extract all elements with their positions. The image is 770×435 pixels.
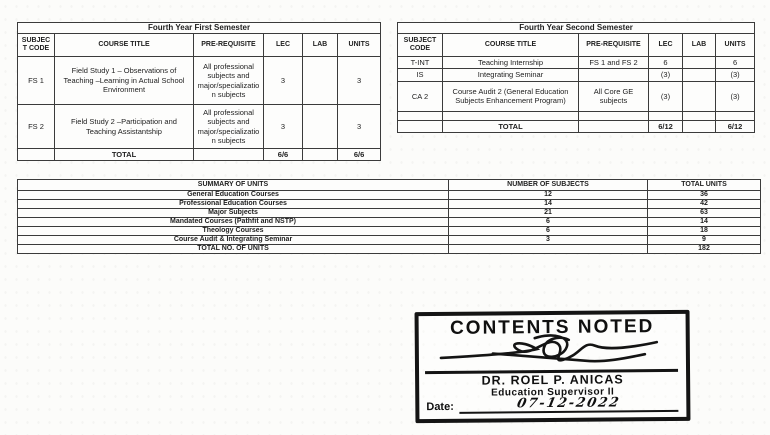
cell-prerequisite: All professional subjects and major/specialization subjects [194,57,264,105]
cell-lab [683,69,716,81]
cell-course-title: Teaching Internship [443,57,579,69]
first-semester-table [17,22,381,161]
cell-empty [18,149,55,161]
cell-lab [683,81,716,111]
summary-row [18,200,761,209]
cell-empty [649,111,683,120]
cell-lab [683,57,716,69]
second-semester-title: Fourth Year Second Semester [398,23,755,34]
contents-noted-stamp [415,310,691,423]
cell-lec: 3 [264,57,303,105]
cell-subject-code: T-INT [398,57,443,69]
cell-course-title: Field Study 2 –Participation and Teaching Assistantship [55,105,194,149]
cell-units: (3) [716,81,755,111]
col-header-summary: SUMMARY OF UNITS [18,180,449,191]
summary-subjects: 21 [449,209,648,218]
summary-subjects: 6 [449,218,648,227]
total-row [398,120,755,132]
stamp-title: CONTENTS NOTED [449,316,655,339]
first-semester-title-row [18,23,381,34]
col-header-course-title: COURSE TITLE [443,34,579,57]
cell-units: 6 [716,57,755,69]
second-semester-header-row [398,34,755,57]
cell-lec: 6 [649,57,683,69]
summary-subjects: 14 [449,200,648,209]
summary-subjects: 6 [449,227,648,236]
col-header-subject-code: SUBJECT CODE [18,34,55,57]
summary-units: 42 [648,200,761,209]
cell-empty [443,111,579,120]
cell-prerequisite: All professional subjects and major/specialization subjects [194,105,264,149]
stamp-date-line [459,392,679,414]
col-header-lab: LAB [303,34,338,57]
cell-lec: 3 [264,105,303,149]
summary-label: Professional Education Courses [18,200,449,209]
table-row [18,105,381,149]
col-header-course-title: COURSE TITLE [55,34,194,57]
first-semester-header-row [18,34,381,57]
cell-course-title: Course Audit 2 (General Education Subjects Enhancement Program) [443,81,579,111]
cell-empty [683,111,716,120]
first-semester-title: Fourth Year First Semester [18,23,381,34]
table-row [398,57,755,69]
summary-units: 9 [648,236,761,245]
second-semester-table [397,22,755,133]
col-header-lab: LAB [683,34,716,57]
cell-units: 3 [338,105,381,149]
cell-course-title: Integrating Seminar [443,69,579,81]
spacer-row [398,111,755,120]
col-header-subject-code: SUBJECT CODE [398,34,443,57]
col-header-units: UNITS [338,34,381,57]
summary-subjects: 3 [449,236,648,245]
stamp-signatory-position: Education Supervisor II [491,386,615,399]
cell-total-lab [303,149,338,161]
summary-label: Course Audit & Integrating Seminar [18,236,449,245]
cell-total-label: TOTAL [443,120,579,132]
summary-of-units-table [17,179,761,254]
summary-total-units: 182 [648,245,761,254]
summary-subjects: 12 [449,191,648,200]
summary-label: Mandated Courses (Pathfit and NSTP) [18,218,449,227]
cell-subject-code: FS 2 [18,105,55,149]
cell-subject-code: IS [398,69,443,81]
cell-lab [303,105,338,149]
summary-units: 14 [648,218,761,227]
col-header-lec: LEC [264,34,303,57]
summary-header-row [18,180,761,191]
summary-row [18,191,761,200]
col-header-lec: LEC [649,34,683,57]
stamp-signatory-name: DR. ROEL P. ANICAS [481,372,624,388]
summary-total-row [18,245,761,254]
summary-row [18,218,761,227]
cell-empty [194,149,264,161]
col-header-number-of-subjects: NUMBER OF SUBJECTS [449,180,648,191]
cell-prerequisite: All Core GE subjects [579,81,649,111]
stamp-date-label: Date: [426,400,454,414]
cell-subject-code: FS 1 [18,57,55,105]
cell-lec: (3) [649,69,683,81]
cell-empty [398,120,443,132]
cell-subject-code: CA 2 [398,81,443,111]
summary-total-subjects [449,245,648,254]
cell-total-units: 6/12 [716,120,755,132]
total-row [18,149,381,161]
summary-label: General Education Courses [18,191,449,200]
stamp-date-value: 07-12-2022 [515,395,622,412]
summary-row [18,236,761,245]
cell-empty [398,111,443,120]
summary-label: Major Subjects [18,209,449,218]
summary-row [18,227,761,236]
cell-course-title: Field Study 1 – Observations of Teaching –Learning in Actual School Environment [55,57,194,105]
cell-units: (3) [716,69,755,81]
summary-units: 63 [648,209,761,218]
cell-lab [303,57,338,105]
summary-total-label: TOTAL NO. OF UNITS [18,245,449,254]
cell-empty [716,111,755,120]
stamp-date-row [426,396,678,414]
table-row [398,69,755,81]
cell-total-lec: 6/12 [649,120,683,132]
cell-prerequisite [579,69,649,81]
summary-label: Theology Courses [18,227,449,236]
cell-units: 3 [338,57,381,105]
col-header-total-units: TOTAL UNITS [648,180,761,191]
table-row [18,57,381,105]
summary-units: 36 [648,191,761,200]
cell-empty [579,120,649,132]
col-header-prerequisite: PRE-REQUISITE [579,34,649,57]
cell-total-label: TOTAL [55,149,194,161]
cell-lec: (3) [649,81,683,111]
cell-prerequisite: FS 1 and FS 2 [579,57,649,69]
cell-total-units: 6/6 [338,149,381,161]
col-header-units: UNITS [716,34,755,57]
cell-empty [579,111,649,120]
summary-row [18,209,761,218]
cell-total-lab [683,120,716,132]
table-row [398,81,755,111]
col-header-prerequisite: PRE-REQUISITE [194,34,264,57]
second-semester-title-row [398,23,755,34]
cell-total-lec: 6/6 [264,149,303,161]
summary-units: 18 [648,227,761,236]
